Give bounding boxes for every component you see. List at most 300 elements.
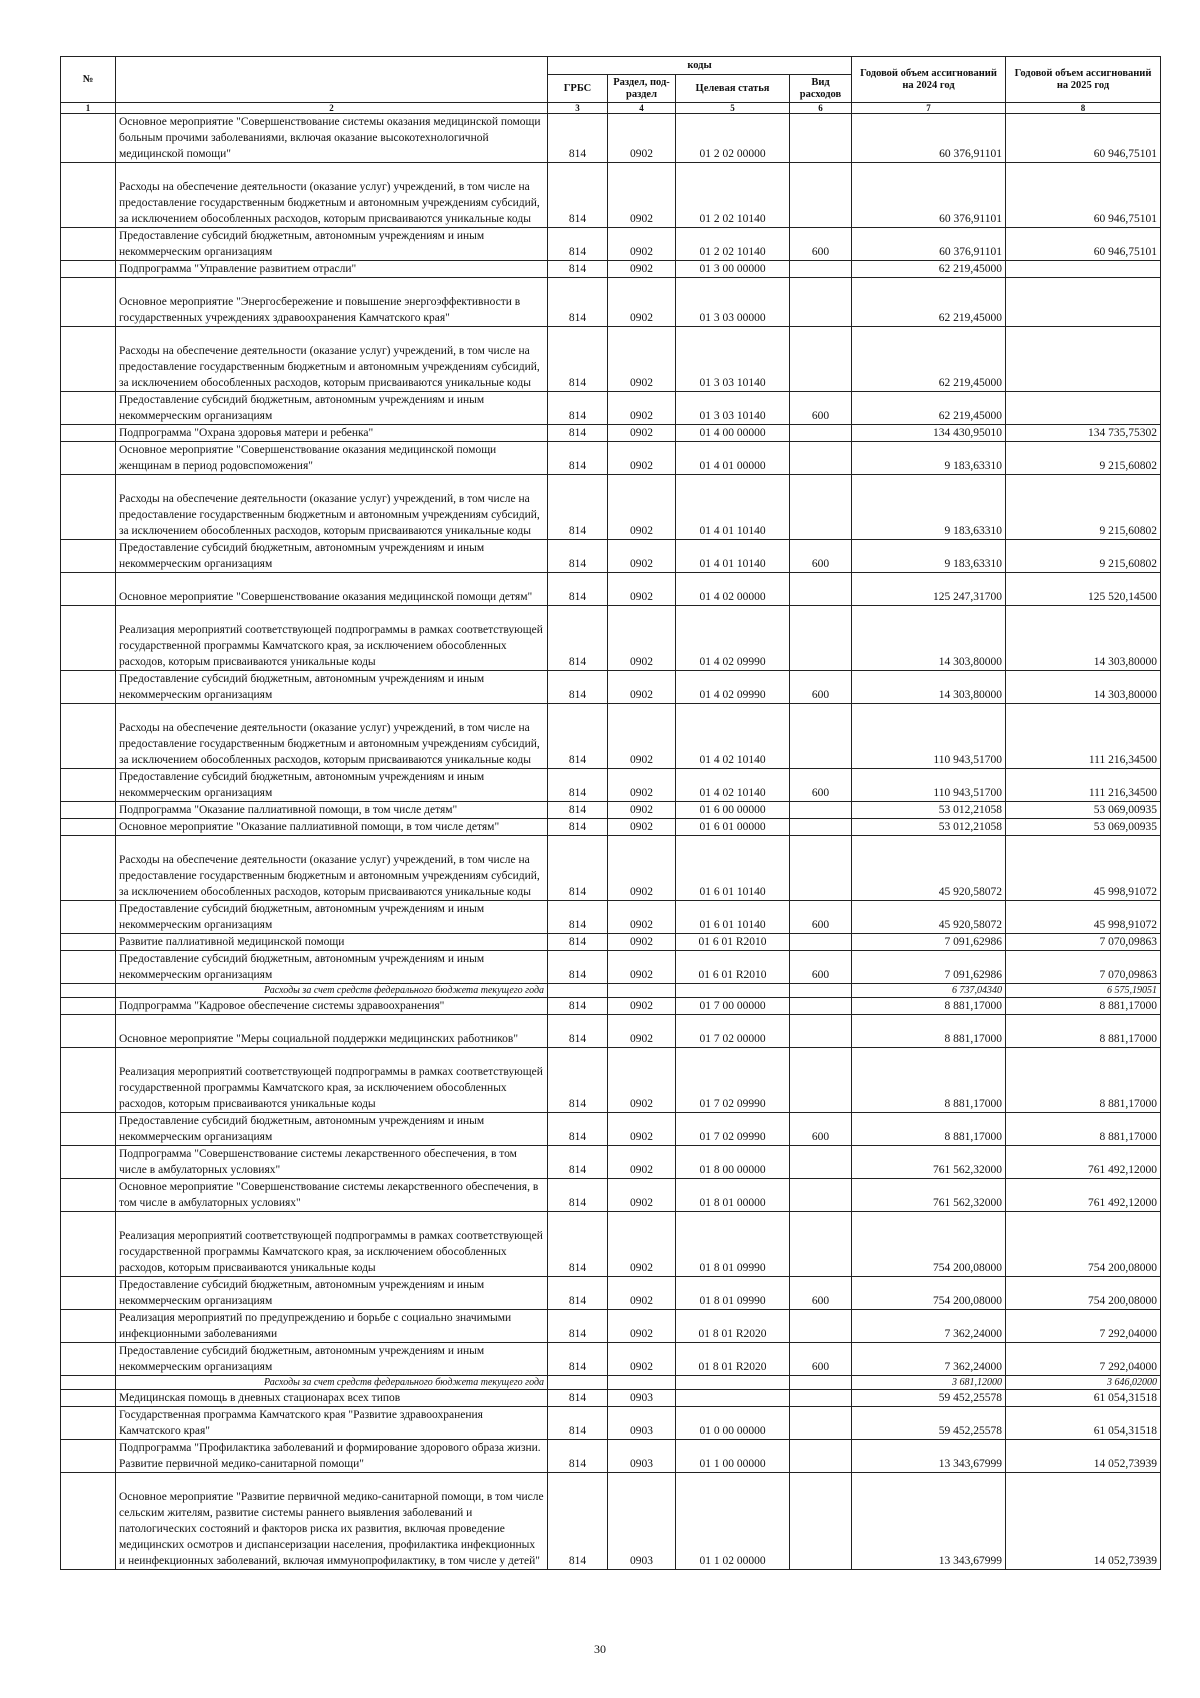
cell-cs: 01 2 02 10140 (676, 228, 790, 261)
cell-name: Предоставление субсидий бюджетным, автономным учреждениям и иным некоммерческим организациям (116, 901, 548, 934)
cell-cs: 01 6 01 R2010 (676, 951, 790, 984)
cell-name: Предоставление субсидий бюджетным, автономным учреждениям и иным некоммерческим организациям (116, 1277, 548, 1310)
cell-name: Предоставление субсидий бюджетным, автономным учреждениям и иным некоммерческим организациям (116, 671, 548, 704)
cell-v2024: 110 943,51700 (852, 769, 1006, 802)
cell-v2025 (1006, 261, 1161, 278)
cell-vr (790, 1015, 852, 1048)
cell-v2024: 13 343,67999 (852, 1440, 1006, 1473)
cell-v2025: 6 575,19051 (1006, 984, 1161, 998)
header-name (116, 57, 548, 103)
cell-num (61, 901, 116, 934)
cell-num (61, 1310, 116, 1343)
cell-v2024: 13 343,67999 (852, 1473, 1006, 1570)
cell-v2024: 754 200,08000 (852, 1212, 1006, 1277)
cell-razdel: 0903 (608, 1440, 676, 1473)
cell-v2024: 7 362,24000 (852, 1343, 1006, 1376)
table-row (61, 606, 1161, 671)
cell-v2025: 45 998,91072 (1006, 836, 1161, 901)
cell-v2025 (1006, 392, 1161, 425)
cell-cs: 01 8 01 R2020 (676, 1310, 790, 1343)
cell-razdel (608, 1376, 676, 1390)
cell-vr (790, 1376, 852, 1390)
cell-num (61, 114, 116, 163)
cell-grbs: 814 (548, 819, 608, 836)
cell-vr: 600 (790, 1277, 852, 1310)
table-row (61, 1113, 1161, 1146)
cell-v2025: 7 070,09863 (1006, 951, 1161, 984)
cell-v2025: 14 052,73939 (1006, 1473, 1161, 1570)
cell-v2025: 60 946,75101 (1006, 114, 1161, 163)
cell-name: Подпрограмма "Совершенствование системы лекарственного обеспечения, в том числе в амбулаторных условиях" (116, 1146, 548, 1179)
cell-v2024: 45 920,58072 (852, 901, 1006, 934)
cell-vr (790, 573, 852, 606)
cell-v2024: 761 562,32000 (852, 1179, 1006, 1212)
cell-v2025: 53 069,00935 (1006, 819, 1161, 836)
header-column-numbers (61, 103, 1161, 114)
cell-cs: 01 4 02 09990 (676, 671, 790, 704)
cell-v2024: 110 943,51700 (852, 704, 1006, 769)
cell-vr (790, 278, 852, 327)
cell-num (61, 261, 116, 278)
cell-cs (676, 984, 790, 998)
cell-name: Основное мероприятие "Меры социальной поддержки медицинских работников" (116, 1015, 548, 1048)
cell-cs: 01 2 02 00000 (676, 114, 790, 163)
cell-name: Расходы за счет средств федерального бюджета текущего года (116, 1376, 548, 1390)
cell-grbs: 814 (548, 114, 608, 163)
cell-cs: 01 0 00 00000 (676, 1407, 790, 1440)
cell-name: Расходы на обеспечение деятельности (оказание услуг) учреждений, в том числе на предоставление государственным бюджетным и автономным учреждениям субсидий, за исключением обособленных расходов, которым присваиваются уникальные коды (116, 327, 548, 392)
cell-num (61, 1473, 116, 1570)
budget-table (60, 56, 1161, 1570)
cell-cs: 01 3 00 00000 (676, 261, 790, 278)
cell-vr (790, 114, 852, 163)
cell-grbs: 814 (548, 1179, 608, 1212)
cell-grbs: 814 (548, 1146, 608, 1179)
cell-v2024: 53 012,21058 (852, 802, 1006, 819)
cell-name: Расходы на обеспечение деятельности (оказание услуг) учреждений, в том числе на предоставление государственным бюджетным и автономным учреждениям субсидий, за исключением обособленных расходов, которым присваиваются уникальные коды (116, 475, 548, 540)
cell-num (61, 934, 116, 951)
cell-grbs: 814 (548, 704, 608, 769)
cell-grbs: 814 (548, 606, 608, 671)
col-number: 2 (116, 103, 548, 114)
table-row (61, 819, 1161, 836)
table-row (61, 1407, 1161, 1440)
cell-num (61, 1048, 116, 1113)
cell-v2024: 60 376,91101 (852, 228, 1006, 261)
cell-razdel: 0902 (608, 1015, 676, 1048)
table-row (61, 704, 1161, 769)
cell-v2025: 8 881,17000 (1006, 1048, 1161, 1113)
cell-num (61, 1212, 116, 1277)
cell-name: Расходы на обеспечение деятельности (оказание услуг) учреждений, в том числе на предоставление государственным бюджетным и автономным учреждениям субсидий, за исключением обособленных расходов, которым присваиваются уникальные коды (116, 704, 548, 769)
cell-cs: 01 4 01 10140 (676, 475, 790, 540)
cell-num (61, 573, 116, 606)
col-number: 1 (61, 103, 116, 114)
cell-vr (790, 984, 852, 998)
cell-cs: 01 6 01 R2010 (676, 934, 790, 951)
cell-name: Предоставление субсидий бюджетным, автономным учреждениям и иным некоммерческим организациям (116, 769, 548, 802)
cell-name: Подпрограмма "Кадровое обеспечение системы здравоохранения" (116, 998, 548, 1015)
cell-grbs: 814 (548, 1113, 608, 1146)
cell-v2024: 62 219,45000 (852, 392, 1006, 425)
cell-razdel: 0902 (608, 1343, 676, 1376)
col-number: 3 (548, 103, 608, 114)
cell-name: Расходы на обеспечение деятельности (оказание услуг) учреждений, в том числе на предоставление государственным бюджетным и автономным учреждениям субсидий, за исключением обособленных расходов, которым присваиваются уникальные коды (116, 163, 548, 228)
cell-cs: 01 7 02 09990 (676, 1113, 790, 1146)
cell-vr: 600 (790, 671, 852, 704)
cell-grbs: 814 (548, 951, 608, 984)
cell-v2025: 53 069,00935 (1006, 802, 1161, 819)
table-row (61, 1343, 1161, 1376)
cell-v2024: 7 362,24000 (852, 1310, 1006, 1343)
table-row (61, 769, 1161, 802)
cell-v2024: 8 881,17000 (852, 1048, 1006, 1113)
cell-razdel: 0902 (608, 442, 676, 475)
cell-num (61, 1390, 116, 1407)
cell-vr (790, 425, 852, 442)
cell-vr (790, 1048, 852, 1113)
table-row (61, 1212, 1161, 1277)
cell-num (61, 998, 116, 1015)
cell-v2025: 61 054,31518 (1006, 1407, 1161, 1440)
cell-v2025: 8 881,17000 (1006, 1113, 1161, 1146)
cell-razdel: 0902 (608, 671, 676, 704)
page-number: 30 (594, 1642, 606, 1656)
cell-v2025: 60 946,75101 (1006, 163, 1161, 228)
cell-grbs: 814 (548, 1440, 608, 1473)
cell-v2024: 125 247,31700 (852, 573, 1006, 606)
col-number: 8 (1006, 103, 1161, 114)
cell-grbs: 814 (548, 1048, 608, 1113)
cell-vr: 600 (790, 901, 852, 934)
header-2024: Годовой объем ассигнований на 2024 год (852, 57, 1006, 103)
cell-cs: 01 7 02 00000 (676, 1015, 790, 1048)
cell-v2024: 8 881,17000 (852, 1015, 1006, 1048)
cell-num (61, 425, 116, 442)
cell-cs: 01 8 01 09990 (676, 1212, 790, 1277)
cell-name: Развитие паллиативной медицинской помощи (116, 934, 548, 951)
col-number: 4 (608, 103, 676, 114)
cell-v2025: 7 070,09863 (1006, 934, 1161, 951)
cell-razdel: 0902 (608, 998, 676, 1015)
cell-num (61, 769, 116, 802)
cell-razdel: 0902 (608, 819, 676, 836)
cell-name: Основное мероприятие "Оказание паллиативной помощи, в том числе детям" (116, 819, 548, 836)
cell-grbs: 814 (548, 392, 608, 425)
cell-v2024: 45 920,58072 (852, 836, 1006, 901)
cell-v2024: 14 303,80000 (852, 606, 1006, 671)
cell-grbs: 814 (548, 228, 608, 261)
cell-razdel: 0902 (608, 540, 676, 573)
cell-grbs: 814 (548, 671, 608, 704)
cell-v2025: 754 200,08000 (1006, 1277, 1161, 1310)
cell-v2025: 60 946,75101 (1006, 228, 1161, 261)
cell-vr: 600 (790, 1343, 852, 1376)
cell-vr (790, 802, 852, 819)
cell-v2024: 53 012,21058 (852, 819, 1006, 836)
cell-name: Предоставление субсидий бюджетным, автономным учреждениям и иным некоммерческим организациям (116, 1343, 548, 1376)
cell-name: Государственная программа Камчатского края "Развитие здравоохранения Камчатского края" (116, 1407, 548, 1440)
cell-v2025: 761 492,12000 (1006, 1179, 1161, 1212)
cell-cs: 01 4 02 09990 (676, 606, 790, 671)
cell-v2025: 14 303,80000 (1006, 606, 1161, 671)
cell-grbs: 814 (548, 278, 608, 327)
cell-cs: 01 8 01 09990 (676, 1277, 790, 1310)
cell-grbs: 814 (548, 1473, 608, 1570)
table-row (61, 442, 1161, 475)
cell-grbs: 814 (548, 836, 608, 901)
cell-cs: 01 6 00 00000 (676, 802, 790, 819)
cell-razdel: 0902 (608, 951, 676, 984)
cell-v2025: 111 216,34500 (1006, 704, 1161, 769)
table-row (61, 934, 1161, 951)
cell-grbs: 814 (548, 573, 608, 606)
cell-v2025: 8 881,17000 (1006, 1015, 1161, 1048)
cell-vr (790, 606, 852, 671)
table-row (61, 802, 1161, 819)
cell-razdel: 0902 (608, 228, 676, 261)
cell-num (61, 228, 116, 261)
table-row (61, 1146, 1161, 1179)
cell-vr (790, 163, 852, 228)
cell-grbs: 814 (548, 1310, 608, 1343)
cell-v2024: 60 376,91101 (852, 163, 1006, 228)
cell-num (61, 540, 116, 573)
cell-v2024: 59 452,25578 (852, 1407, 1006, 1440)
cell-v2024: 761 562,32000 (852, 1146, 1006, 1179)
cell-v2025 (1006, 327, 1161, 392)
cell-v2024: 8 881,17000 (852, 1113, 1006, 1146)
cell-num (61, 1113, 116, 1146)
cell-cs: 01 4 01 00000 (676, 442, 790, 475)
cell-v2025: 111 216,34500 (1006, 769, 1161, 802)
cell-num (61, 475, 116, 540)
cell-name: Основное мероприятие "Совершенствование оказания медицинской помощи детям" (116, 573, 548, 606)
cell-name: Реализация мероприятий соответствующей подпрограммы в рамках соответствующей государственной программы Камчатского края, за исключением обособленных расходов, которым присваиваются уникальные коды (116, 606, 548, 671)
cell-vr (790, 442, 852, 475)
cell-cs: 01 8 00 00000 (676, 1146, 790, 1179)
cell-v2024: 9 183,63310 (852, 540, 1006, 573)
header-target: Целевая статья (676, 75, 790, 103)
cell-razdel: 0903 (608, 1407, 676, 1440)
table-row (61, 261, 1161, 278)
header-kind: Вид расходов (790, 75, 852, 103)
cell-v2025: 14 303,80000 (1006, 671, 1161, 704)
cell-vr (790, 836, 852, 901)
cell-num (61, 1146, 116, 1179)
cell-v2024: 62 219,45000 (852, 278, 1006, 327)
cell-razdel: 0902 (608, 475, 676, 540)
cell-num (61, 671, 116, 704)
table-row (61, 1179, 1161, 1212)
table-row (61, 1390, 1161, 1407)
cell-num (61, 819, 116, 836)
cell-razdel: 0902 (608, 1310, 676, 1343)
cell-vr (790, 1473, 852, 1570)
table-row (61, 163, 1161, 228)
cell-razdel: 0902 (608, 278, 676, 327)
cell-name: Расходы на обеспечение деятельности (оказание услуг) учреждений, в том числе на предоставление государственным бюджетным и автономным учреждениям субсидий, за исключением обособленных расходов, которым присваиваются уникальные коды (116, 836, 548, 901)
cell-vr (790, 475, 852, 540)
cell-grbs: 814 (548, 442, 608, 475)
cell-num (61, 704, 116, 769)
cell-razdel: 0903 (608, 1390, 676, 1407)
table-row (61, 425, 1161, 442)
cell-razdel: 0903 (608, 1473, 676, 1570)
cell-vr (790, 1179, 852, 1212)
cell-cs: 01 3 03 10140 (676, 327, 790, 392)
cell-cs: 01 6 01 10140 (676, 836, 790, 901)
cell-cs: 01 3 03 00000 (676, 278, 790, 327)
cell-razdel: 0902 (608, 934, 676, 951)
cell-cs: 01 1 00 00000 (676, 1440, 790, 1473)
cell-cs: 01 6 01 00000 (676, 819, 790, 836)
cell-razdel: 0902 (608, 1146, 676, 1179)
cell-grbs: 814 (548, 998, 608, 1015)
cell-name: Подпрограмма "Управление развитием отрасли" (116, 261, 548, 278)
cell-name: Медицинская помощь в дневных стационарах всех типов (116, 1390, 548, 1407)
cell-num (61, 836, 116, 901)
cell-grbs: 814 (548, 540, 608, 573)
cell-grbs: 814 (548, 475, 608, 540)
cell-v2025: 45 998,91072 (1006, 901, 1161, 934)
cell-v2024: 62 219,45000 (852, 327, 1006, 392)
cell-num (61, 802, 116, 819)
table-row (61, 836, 1161, 901)
table-row (61, 1277, 1161, 1310)
table-row (61, 278, 1161, 327)
cell-v2024: 8 881,17000 (852, 998, 1006, 1015)
cell-v2024: 6 737,04340 (852, 984, 1006, 998)
table-body (61, 114, 1161, 1570)
cell-name: Предоставление субсидий бюджетным, автономным учреждениям и иным некоммерческим организациям (116, 392, 548, 425)
cell-vr: 600 (790, 228, 852, 261)
cell-cs: 01 1 02 00000 (676, 1473, 790, 1570)
col-number: 7 (852, 103, 1006, 114)
cell-v2025: 754 200,08000 (1006, 1212, 1161, 1277)
cell-grbs: 814 (548, 934, 608, 951)
cell-name: Реализация мероприятий соответствующей подпрограммы в рамках соответствующей государственной программы Камчатского края, за исключением обособленных расходов, которым присваиваются уникальные коды (116, 1048, 548, 1113)
table-row (61, 1473, 1161, 1570)
cell-razdel: 0902 (608, 163, 676, 228)
cell-name: Основное мероприятие "Энергосбережение и повышение энергоэффективности в государственных учреждениях здравоохранения Камчатского края" (116, 278, 548, 327)
cell-num (61, 1343, 116, 1376)
table-row (61, 998, 1161, 1015)
cell-grbs: 814 (548, 163, 608, 228)
cell-razdel: 0902 (608, 802, 676, 819)
col-number: 6 (790, 103, 852, 114)
header-section: Раздел, под-раздел (608, 75, 676, 103)
table-row (61, 573, 1161, 606)
cell-name: Предоставление субсидий бюджетным, автономным учреждениям и иным некоммерческим организациям (116, 951, 548, 984)
cell-cs: 01 8 01 00000 (676, 1179, 790, 1212)
cell-grbs: 814 (548, 425, 608, 442)
cell-vr (790, 1212, 852, 1277)
table-row (61, 671, 1161, 704)
cell-razdel: 0902 (608, 261, 676, 278)
cell-num (61, 327, 116, 392)
cell-v2024: 14 303,80000 (852, 671, 1006, 704)
table-row (61, 1048, 1161, 1113)
cell-vr (790, 1390, 852, 1407)
cell-razdel: 0902 (608, 1048, 676, 1113)
cell-grbs: 814 (548, 1212, 608, 1277)
cell-v2024: 59 452,25578 (852, 1390, 1006, 1407)
cell-grbs (548, 984, 608, 998)
cell-v2024: 7 091,62986 (852, 934, 1006, 951)
cell-grbs: 814 (548, 802, 608, 819)
cell-cs: 01 3 03 10140 (676, 392, 790, 425)
cell-v2024: 754 200,08000 (852, 1277, 1006, 1310)
table-row (61, 327, 1161, 392)
cell-cs: 01 6 01 10140 (676, 901, 790, 934)
cell-cs: 01 4 01 10140 (676, 540, 790, 573)
cell-razdel: 0902 (608, 114, 676, 163)
cell-grbs: 814 (548, 327, 608, 392)
table-row (61, 114, 1161, 163)
cell-name: Подпрограмма "Оказание паллиативной помощи, в том числе детям" (116, 802, 548, 819)
cell-vr (790, 819, 852, 836)
cell-num (61, 1179, 116, 1212)
cell-vr: 600 (790, 951, 852, 984)
cell-name: Основное мероприятие "Совершенствование системы оказания медицинской помощи больным прочими заболеваниями, включая оказание высокотехнологичной медицинской помощи" (116, 114, 548, 163)
cell-name: Подпрограмма "Профилактика заболеваний и формирование здорового образа жизни. Развитие первичной медико-санитарной помощи" (116, 1440, 548, 1473)
cell-razdel: 0902 (608, 1277, 676, 1310)
cell-v2024: 3 681,12000 (852, 1376, 1006, 1390)
cell-cs: 01 4 02 10140 (676, 704, 790, 769)
table-row (61, 901, 1161, 934)
header-grbs: ГРБС (548, 75, 608, 103)
cell-v2025: 9 215,60802 (1006, 442, 1161, 475)
col-number: 5 (676, 103, 790, 114)
cell-razdel: 0902 (608, 704, 676, 769)
cell-grbs: 814 (548, 769, 608, 802)
cell-v2025: 9 215,60802 (1006, 475, 1161, 540)
cell-vr (790, 1146, 852, 1179)
cell-num (61, 1277, 116, 1310)
cell-v2025: 61 054,31518 (1006, 1390, 1161, 1407)
cell-v2025: 9 215,60802 (1006, 540, 1161, 573)
table-row (61, 1015, 1161, 1048)
cell-vr: 600 (790, 769, 852, 802)
cell-razdel: 0902 (608, 392, 676, 425)
federal-budget-row (61, 1376, 1161, 1390)
cell-vr (790, 704, 852, 769)
table-row (61, 475, 1161, 540)
cell-num (61, 392, 116, 425)
cell-cs (676, 1390, 790, 1407)
cell-v2024: 62 219,45000 (852, 261, 1006, 278)
cell-num (61, 606, 116, 671)
cell-v2025: 3 646,02000 (1006, 1376, 1161, 1390)
table-row (61, 951, 1161, 984)
cell-num (61, 1440, 116, 1473)
cell-num (61, 1015, 116, 1048)
table-row (61, 1310, 1161, 1343)
cell-v2024: 134 430,95010 (852, 425, 1006, 442)
header-2025: Годовой объем ассигнований на 2025 год (1006, 57, 1161, 103)
cell-v2025: 8 881,17000 (1006, 998, 1161, 1015)
cell-vr: 600 (790, 1113, 852, 1146)
cell-grbs: 814 (548, 1015, 608, 1048)
cell-cs: 01 8 01 R2020 (676, 1343, 790, 1376)
cell-grbs (548, 1376, 608, 1390)
cell-cs: 01 4 02 10140 (676, 769, 790, 802)
cell-name: Расходы за счет средств федерального бюджета текущего года (116, 984, 548, 998)
table-row (61, 228, 1161, 261)
cell-name: Подпрограмма "Охрана здоровья матери и ребенка" (116, 425, 548, 442)
cell-num (61, 278, 116, 327)
